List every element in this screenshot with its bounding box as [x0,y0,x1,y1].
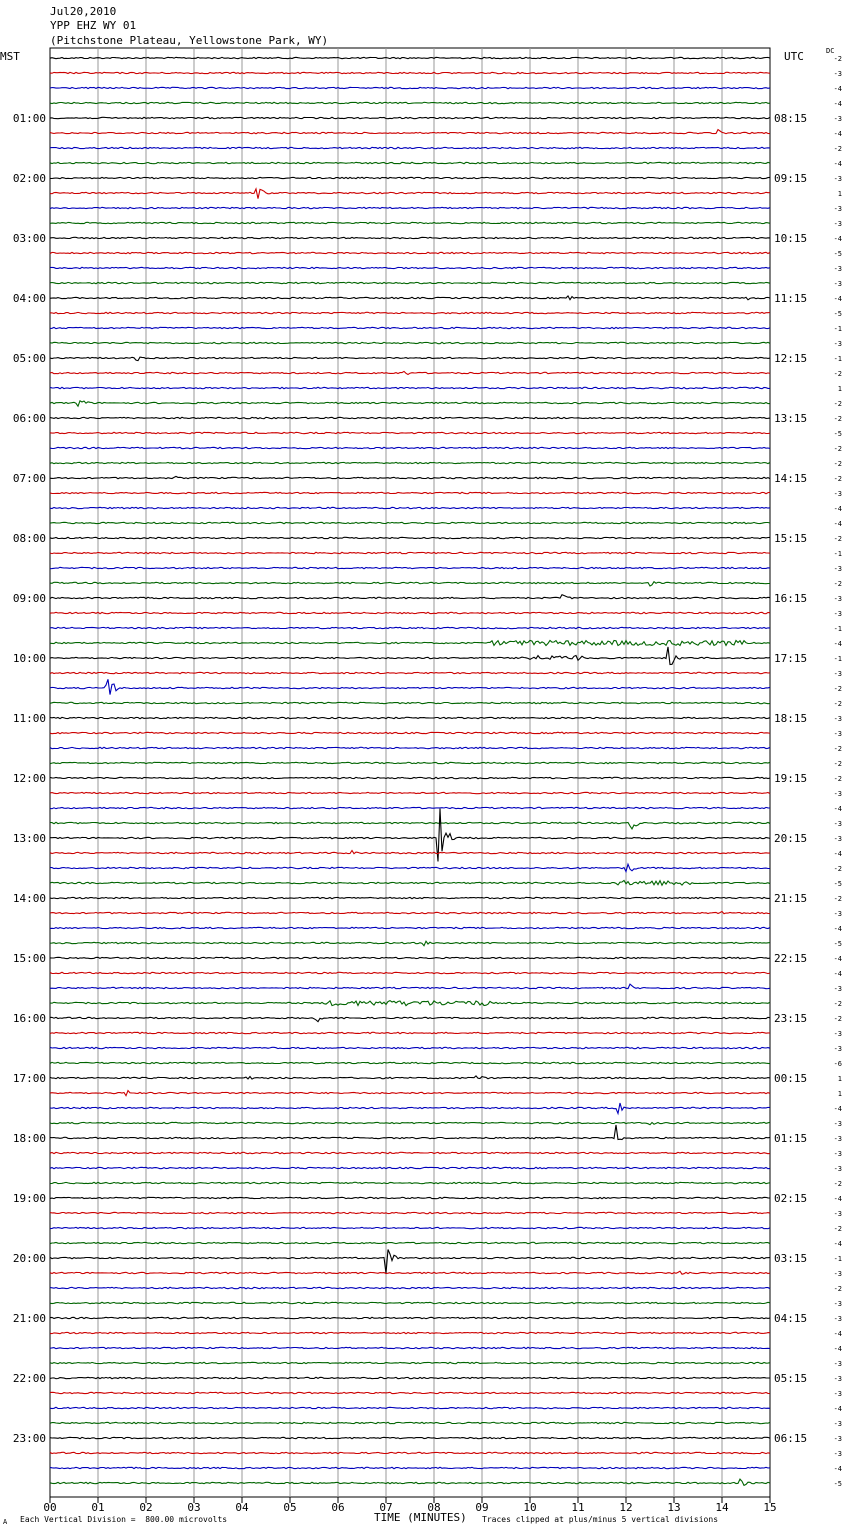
x-tick-label: 14 [715,1501,729,1514]
trace-row-24 [50,417,770,418]
row-offset-label: -3 [833,1435,842,1443]
row-offset-label: 1 [837,1090,842,1098]
left-hour-label: 05:00 [12,352,46,365]
left-hour-label: 02:00 [12,172,46,185]
row-offset-label: 1 [837,190,842,198]
row-offset-label: -4 [833,235,842,243]
row-offset-label: -2 [833,760,842,768]
right-hour-label: 08:15 [774,112,808,125]
row-offset-label: -5 [833,430,842,438]
right-hour-label: 12:15 [774,352,808,365]
row-offset-label: -5 [833,940,842,948]
x-tick-label: 11 [571,1501,585,1514]
trace-row-30 [50,507,770,508]
trace-row-94 [50,1467,770,1468]
trace-row-23 [50,401,770,406]
trace-row-70 [50,1103,770,1114]
row-offset-label: -2 [833,865,842,873]
trace-row-87 [50,1362,770,1363]
trace-row-35 [50,582,770,586]
row-offset-label: -5 [833,1480,842,1488]
right-hour-label: 14:15 [774,472,808,485]
row-offset-label: -6 [833,1060,842,1068]
row-offset-label: -3 [833,610,842,618]
trace-row-20 [50,357,770,361]
row-offset-label: -2 [833,895,842,903]
right-hour-label: 02:15 [774,1192,808,1205]
trace-row-10 [50,207,770,208]
row-offset-label: -2 [833,445,842,453]
left-hour-label: 01:00 [12,112,46,125]
trace-row-49 [50,792,770,793]
trace-row-40 [50,647,770,665]
right-hour-label: 10:15 [774,232,808,245]
right-hour-label: 13:15 [774,412,808,425]
row-offset-label: -4 [833,1330,842,1338]
right-hour-label: 15:15 [774,532,808,545]
row-offset-label: -3 [833,835,842,843]
row-offset-label: -3 [833,565,842,573]
right-hour-label: 17:15 [774,652,808,665]
left-hour-label: 03:00 [12,232,46,245]
row-offset-label: -1 [833,325,842,333]
right-hour-label: 22:15 [774,952,808,965]
row-offset-label: -5 [833,310,842,318]
trace-row-51 [50,822,770,829]
trace-row-41 [50,672,770,673]
left-hour-label: 15:00 [12,952,46,965]
trace-row-0 [50,57,770,58]
row-offset-label: -3 [833,1135,842,1143]
trace-row-54 [50,864,770,871]
trace-row-33 [50,552,770,553]
trace-row-50 [50,807,770,808]
row-offset-label: -3 [833,730,842,738]
row-offset-label: -2 [833,700,842,708]
left-hour-label: 13:00 [12,832,46,845]
row-offset-label: -4 [833,100,842,108]
dc-offset-label: DC [826,47,835,55]
row-offset-label: -4 [833,805,842,813]
row-offset-label: -2 [833,400,842,408]
trace-row-3 [50,102,770,103]
row-offset-label: -3 [833,1450,842,1458]
row-offset-label: -3 [833,280,842,288]
trace-row-68 [50,1076,770,1079]
trace-row-19 [50,342,770,343]
row-offset-label: -4 [833,640,842,648]
trace-row-44 [50,717,770,718]
trace-row-47 [50,762,770,763]
trace-row-86 [50,1347,770,1348]
row-offset-label: -2 [833,1180,842,1188]
trace-row-58 [50,927,770,928]
trace-row-81 [50,1271,770,1274]
x-tick-label: 15 [763,1501,777,1514]
row-offset-label: -4 [833,520,842,528]
trace-row-62 [50,984,770,989]
trace-row-74 [50,1167,770,1168]
trace-row-90 [50,1407,770,1408]
row-offset-label: -3 [833,220,842,228]
minute-grid [50,48,770,1497]
row-offset-label: -3 [833,1300,842,1308]
row-offset-label: -1 [833,550,842,558]
x-tick-label: 01 [91,1501,105,1514]
x-tick-label: 10 [523,1501,537,1514]
x-tick-label: 09 [475,1501,489,1514]
row-offset-label: -4 [833,1405,842,1413]
row-offset-label: -3 [833,115,842,123]
trace-row-63 [50,1001,770,1006]
plot-date: Jul20,2010 [50,5,117,18]
row-offset-label: -2 [833,775,842,783]
row-offset-label: -3 [833,1420,842,1428]
station-location: (Pitchstone Plateau, Yellowstone Park, WY) [50,34,329,47]
right-hour-label: 21:15 [774,892,808,905]
station-code: YPP EHZ WY 01 [50,19,137,32]
row-offset-label: -3 [833,1150,842,1158]
row-offset-label: -3 [833,340,842,348]
trace-row-26 [50,447,770,448]
row-offset-label: -2 [833,415,842,423]
x-tick-label: 03 [187,1501,201,1514]
row-offset-label: -3 [833,820,842,828]
right-hour-label: 18:15 [774,712,808,725]
left-hour-label: 06:00 [12,412,46,425]
trace-row-12 [50,237,770,238]
x-axis-title: TIME (MINUTES) [374,1511,467,1524]
trace-row-13 [50,252,770,253]
left-hour-label: 18:00 [12,1132,46,1145]
row-offset-label: -2 [833,535,842,543]
row-offset-label: -3 [833,1315,842,1323]
row-offset-label: -3 [833,205,842,213]
left-hour-label: 17:00 [12,1072,46,1085]
trace-row-27 [50,462,770,463]
row-offset-label: -4 [833,130,842,138]
x-tick-label: 04 [235,1501,249,1514]
trace-row-21 [50,371,770,374]
trace-row-84 [50,1317,770,1318]
row-offset-label: -4 [833,160,842,168]
row-offset-label: -4 [833,1345,842,1353]
row-offset-label: -3 [833,1030,842,1038]
plot-frame [50,48,770,1497]
left-hour-label: 21:00 [12,1312,46,1325]
trace-row-22 [50,387,770,388]
right-hour-label: 23:15 [774,1012,808,1025]
trace-row-92 [50,1437,770,1438]
x-tick-label: 08 [427,1501,441,1514]
x-tick-label: 00 [43,1501,57,1514]
right-hour-label: 06:15 [774,1432,808,1445]
left-hour-label: 10:00 [12,652,46,665]
row-offset-label: -3 [833,1210,842,1218]
trace-row-72 [50,1125,770,1140]
left-hour-label: 08:00 [12,532,46,545]
trace-row-18 [50,327,770,328]
row-offset-label: -2 [833,370,842,378]
row-offset-label: -1 [833,1255,842,1263]
left-hour-label: 19:00 [12,1192,46,1205]
trace-row-56 [50,897,770,898]
trace-row-53 [50,851,770,854]
row-offset-label: -3 [833,490,842,498]
row-offset-label: -2 [833,460,842,468]
trace-row-8 [50,177,770,178]
trace-row-95 [50,1479,770,1485]
row-offset-label: -2 [833,1015,842,1023]
trace-row-60 [50,957,770,958]
row-offset-label: -3 [833,790,842,798]
row-offset-label: -2 [833,685,842,693]
right-hour-label: 01:15 [774,1132,808,1145]
trace-row-2 [50,87,770,88]
left-hour-label: 14:00 [12,892,46,905]
row-offset-label: -4 [833,295,842,303]
x-tick-label: 05 [283,1501,297,1514]
trace-row-89 [50,1392,770,1393]
trace-row-77 [50,1212,770,1213]
row-offset-label: -3 [833,175,842,183]
trace-row-16 [50,296,770,300]
trace-row-17 [50,312,770,313]
row-offset-label: -3 [833,1165,842,1173]
trace-row-28 [50,476,770,478]
trace-row-82 [50,1287,770,1288]
row-offset-label: -3 [833,1375,842,1383]
trace-row-32 [50,537,770,538]
row-offset-label: -3 [833,1045,842,1053]
row-offset-label: -4 [833,955,842,963]
trace-row-67 [50,1062,770,1063]
trace-row-61 [50,972,770,973]
right-hour-label: 16:15 [774,592,808,605]
right-hour-label: 20:15 [774,832,808,845]
row-offset-label: -1 [833,625,842,633]
row-offset-label: -4 [833,1105,842,1113]
trace-row-66 [50,1047,770,1048]
row-offset-label: -4 [833,1465,842,1473]
x-tick-label: 13 [667,1501,681,1514]
right-hour-label: 11:15 [774,292,808,305]
row-offset-label: -3 [833,1120,842,1128]
trace-row-38 [50,627,770,628]
seismic-traces [50,55,842,1488]
row-offset-label: -4 [833,970,842,978]
trace-row-42 [50,679,770,694]
right-hour-label: 19:15 [774,772,808,785]
row-offset-label: -1 [833,355,842,363]
trace-row-9 [50,189,770,199]
trace-row-79 [50,1242,770,1243]
row-offset-label: -4 [833,85,842,93]
trace-row-39 [50,640,770,645]
trace-row-59 [50,941,770,946]
trace-row-25 [50,432,770,433]
footer-mark: A [3,1518,8,1526]
trace-row-11 [50,222,770,223]
trace-row-88 [50,1377,770,1378]
left-hour-label: 22:00 [12,1372,46,1385]
row-offset-label: -2 [833,475,842,483]
right-hour-label: 03:15 [774,1252,808,1265]
right-hour-label: 04:15 [774,1312,808,1325]
trace-row-31 [50,522,770,523]
left-hour-label: 23:00 [12,1432,46,1445]
trace-row-85 [50,1332,770,1334]
row-offset-label: 1 [837,1075,842,1083]
trace-row-6 [50,147,770,148]
trace-row-73 [50,1152,770,1153]
trace-row-91 [50,1422,770,1423]
row-offset-label: -2 [833,1285,842,1293]
left-hour-label: 20:00 [12,1252,46,1265]
trace-row-37 [50,612,770,613]
row-offset-label: -3 [833,70,842,78]
left-hour-label: 11:00 [12,712,46,725]
trace-row-14 [50,267,770,268]
trace-row-45 [50,732,770,734]
trace-row-36 [50,595,770,599]
row-offset-label: -3 [833,1270,842,1278]
scale-note: Each Vertical Division = 800.00 microvolts [20,1515,228,1524]
row-offset-label: -3 [833,1360,842,1368]
row-offset-label: -3 [833,670,842,678]
left-hour-label: 16:00 [12,1012,46,1025]
left-timezone-label: MST [0,50,20,63]
row-offset-label: -4 [833,850,842,858]
row-offset-label: -3 [833,910,842,918]
trace-row-29 [50,492,770,493]
row-offset-label: -3 [833,595,842,603]
trace-row-4 [50,117,770,118]
trace-row-93 [50,1452,770,1453]
trace-row-71 [50,1122,770,1124]
x-tick-label: 02 [139,1501,153,1514]
trace-row-43 [50,702,770,703]
row-offset-label: -5 [833,250,842,258]
row-offset-label: -2 [833,580,842,588]
row-offset-label: -2 [833,745,842,753]
trace-row-65 [50,1032,770,1033]
row-offset-label: -3 [833,985,842,993]
row-offset-label: 1 [837,385,842,393]
trace-row-80 [50,1250,770,1274]
trace-row-57 [50,911,770,913]
x-tick-label: 06 [331,1501,345,1514]
trace-row-34 [50,567,770,568]
trace-row-76 [50,1197,770,1198]
row-offset-label: -2 [833,55,842,63]
row-offset-label: -3 [833,715,842,723]
trace-row-83 [50,1302,770,1303]
row-offset-label: -2 [833,1000,842,1008]
trace-row-15 [50,282,770,283]
trace-row-75 [50,1182,770,1183]
row-offset-label: -2 [833,1225,842,1233]
left-hour-label: 04:00 [12,292,46,305]
row-offset-label: -4 [833,1240,842,1248]
trace-row-64 [50,1017,770,1021]
right-hour-label: 05:15 [774,1372,808,1385]
row-offset-label: -3 [833,1390,842,1398]
trace-row-55 [50,880,770,885]
trace-row-7 [50,162,770,163]
right-hour-label: 09:15 [774,172,808,185]
x-tick-label: 12 [619,1501,633,1514]
clip-note: Traces clipped at plus/minus 5 vertical divisions [482,1515,719,1524]
row-offset-label: -5 [833,880,842,888]
left-hour-label: 07:00 [12,472,46,485]
row-offset-label: -4 [833,505,842,513]
row-offset-label: -1 [833,655,842,663]
left-hour-label: 09:00 [12,592,46,605]
row-offset-label: -3 [833,265,842,273]
trace-row-46 [50,747,770,748]
trace-row-5 [50,130,770,134]
row-offset-label: -4 [833,1195,842,1203]
row-offset-label: -4 [833,925,842,933]
right-hour-label: 00:15 [774,1072,808,1085]
trace-row-78 [50,1227,770,1228]
left-hour-label: 12:00 [12,772,46,785]
trace-row-1 [50,72,770,73]
trace-row-48 [50,777,770,778]
trace-row-69 [50,1091,770,1096]
x-tick-label: 07 [379,1501,393,1514]
row-offset-label: -2 [833,145,842,153]
right-timezone-label: UTC [784,50,804,63]
